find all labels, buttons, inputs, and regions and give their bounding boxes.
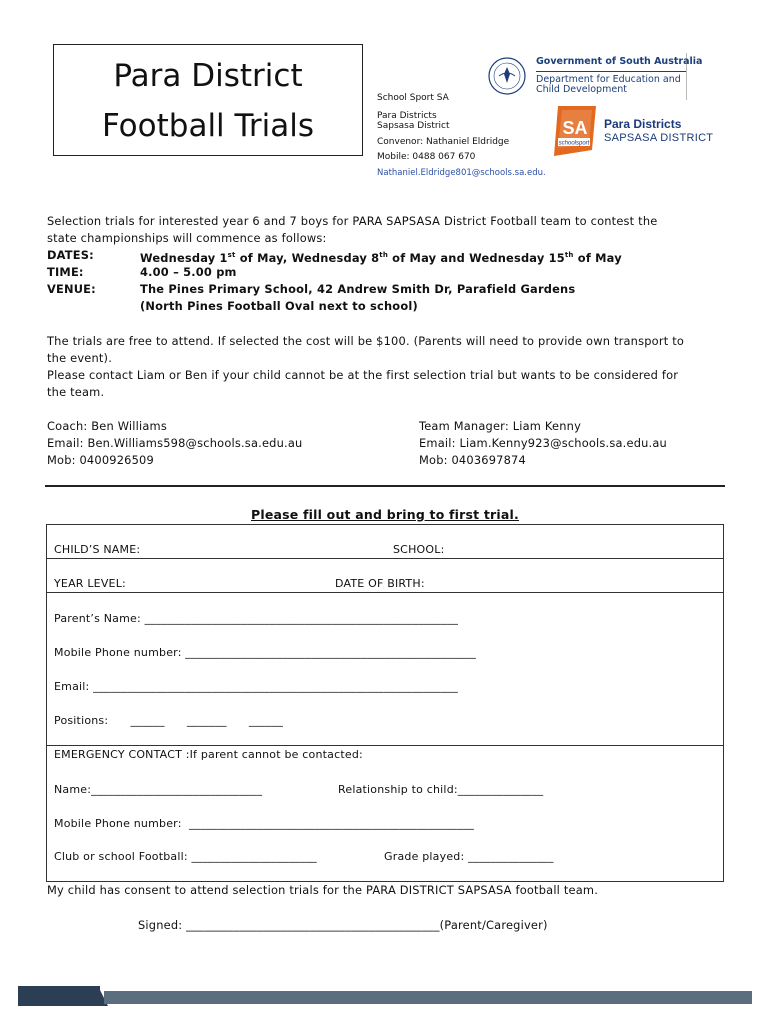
time-label: TIME: [47, 265, 84, 279]
coach-mobile: Mob: 0400926509 [47, 453, 154, 467]
org-line3: Sapsasa District [377, 120, 450, 131]
manager-mobile: Mob: 0403697874 [419, 453, 526, 467]
convenor-email-link[interactable]: Nathaniel.Eldridge801@schools.sa.edu. [377, 167, 546, 178]
parent-name-field[interactable]: Parent’s Name: _______________________________________________________ [54, 612, 459, 625]
mobile: Mobile: 0488 067 670 [377, 152, 476, 162]
sa-brand-line2: SAPSASA DISTRICT [604, 132, 714, 144]
info-line4: the team. [47, 385, 105, 399]
form-row-divider [46, 558, 724, 559]
venue-value-line2: (North Pines Football Oval next to school) [140, 299, 418, 313]
form-row-divider [46, 592, 724, 593]
gov-line1: Government of South Australia [536, 56, 703, 67]
gov-rule [536, 71, 686, 72]
emergency-mobile-field[interactable]: Mobile Phone number: __________________________________________________ [54, 817, 474, 830]
page-title-line2: Football Trials [101, 108, 315, 144]
sa-logo-letters: SA [562, 118, 588, 138]
gov-line3: Child Development [536, 84, 627, 95]
sa-schoolsport-logo-icon [552, 104, 598, 158]
info-line3: Please contact Liam or Ben if your child cannot be at the first selection trial but wants to be considered for [47, 368, 679, 382]
intro-line1: Selection trials for interested year 6 and 7 boys for PARA SAPSASA District Football team to contest the [47, 214, 658, 228]
page-title-line1: Para District [113, 58, 303, 94]
venue-value-line1: The Pines Primary School, 42 Andrew Smith Dr, Parafield Gardens [140, 282, 576, 296]
sa-brand-line1: Para Districts [604, 117, 682, 131]
info-line2: the event). [47, 351, 113, 365]
relationship-field[interactable]: Relationship to child:_______________ [338, 783, 544, 796]
time-value: 4.00 – 5.00 pm [140, 265, 237, 279]
sa-brand-text [604, 117, 713, 145]
intro-line2: state championships will commence as follows: [47, 231, 327, 245]
org-line2: Para Districts [377, 110, 437, 121]
intro-block [47, 213, 737, 247]
footer-bar-light [104, 991, 752, 1004]
coach-name: Coach: Ben Williams [47, 419, 167, 433]
consent-text: My child has consent to attend selection trials for the PARA DISTRICT SAPSASA football team. [47, 883, 599, 897]
club-field[interactable]: Club or school Football: ______________________ [54, 850, 317, 863]
email-field[interactable]: Email: ________________________________________________________________ [54, 680, 458, 693]
title-box [53, 44, 363, 156]
section-divider [45, 485, 725, 487]
info-block [47, 333, 737, 401]
sa-logo-sub: schoolsport [558, 140, 590, 147]
date-of-birth-field[interactable]: DATE OF BIRTH: [335, 577, 425, 590]
dates-label: DATES: [47, 248, 94, 262]
org-line1: School Sport SA [377, 93, 449, 103]
gov-logo-text [536, 57, 702, 96]
org-contact-block [377, 91, 546, 181]
year-level-field[interactable]: YEAR LEVEL: [54, 577, 126, 590]
manager-name: Team Manager: Liam Kenny [419, 419, 582, 433]
positions-field[interactable]: Positions: ______ _______ ______ [54, 714, 284, 727]
info-line1: The trials are free to attend. If selected the cost will be $100. (Parents will need to provide own transport to [47, 334, 685, 348]
manager-email: Email: Liam.Kenny923@schools.sa.edu.au [419, 436, 667, 450]
venue-label: VENUE: [47, 282, 96, 296]
signature-field[interactable]: Signed: ___________________________________________(Parent/Caregiver) [138, 918, 548, 932]
coach-email: Email: Ben.Williams598@schools.sa.edu.au [47, 436, 303, 450]
form-heading: Please fill out and bring to first trial. [251, 507, 519, 522]
gov-seal-icon [487, 56, 527, 96]
manager-contact [419, 418, 667, 469]
mobile-phone-field[interactable]: Mobile Phone number: ___________________________________________________ [54, 646, 476, 659]
gov-line2: Department for Education and [536, 73, 681, 85]
emergency-contact-heading: EMERGENCY CONTACT :If parent cannot be contacted: [54, 748, 363, 761]
convenor: Convenor: Nathaniel Eldridge [377, 136, 510, 147]
coach-contact [47, 418, 302, 469]
dates-value: Wednesday 1st of May, Wednesday 8th of May and Wednesday 15th of May [140, 250, 622, 265]
childs-name-field[interactable]: CHILD’S NAME: [54, 543, 141, 556]
grade-field[interactable]: Grade played: _______________ [384, 850, 554, 863]
emergency-name-field[interactable]: Name:______________________________ [54, 783, 263, 796]
school-field[interactable]: SCHOOL: [393, 543, 445, 556]
